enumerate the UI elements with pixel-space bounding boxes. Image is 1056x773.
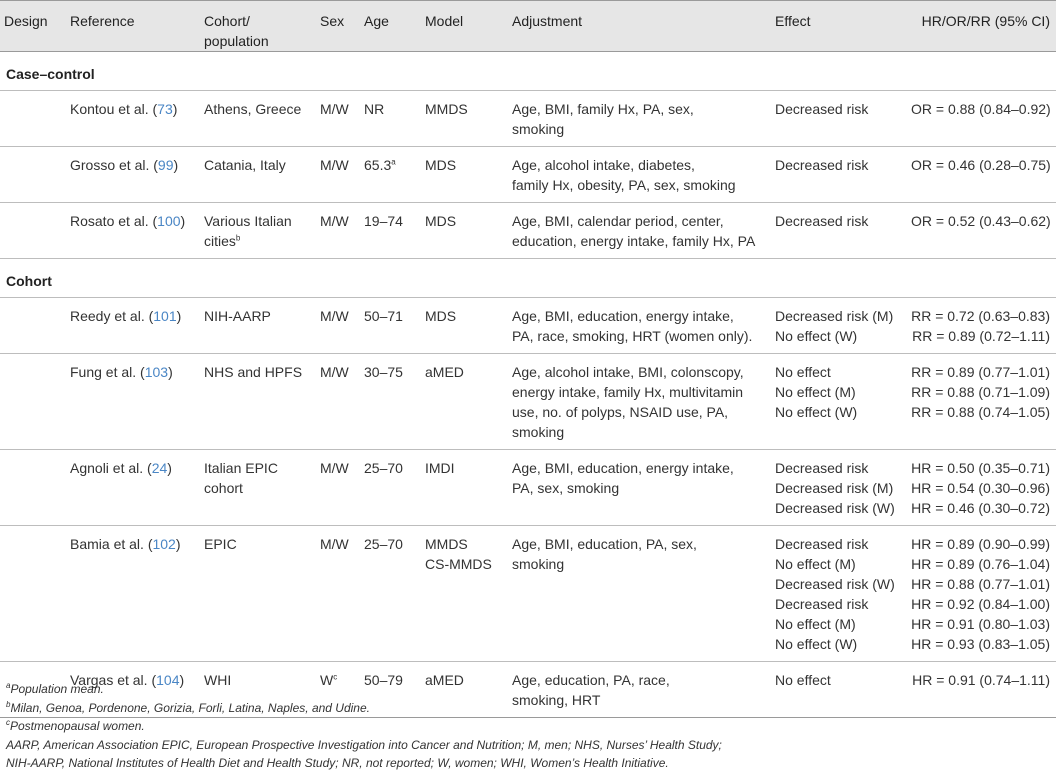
effect-line: Decreased risk xyxy=(775,101,869,117)
reference-name: Reedy et al. ( xyxy=(70,308,154,324)
effect-line: Decreased risk (M) xyxy=(775,308,894,324)
effect-cell xyxy=(775,91,911,147)
sex-cell xyxy=(320,91,364,147)
ratio-line: HR = 0.46 (0.30–0.72) xyxy=(911,500,1050,516)
cohort-text: EPIC xyxy=(204,536,237,552)
ratio-line: OR = 0.88 (0.84–0.92) xyxy=(911,101,1051,117)
effect-cell xyxy=(775,662,911,718)
ratio-line: HR = 0.91 (0.80–1.03) xyxy=(911,616,1050,632)
model-line: aMED xyxy=(425,672,464,688)
footnote-text: Milan, Genoa, Pordenone, Gorizia, Forli, Latina, Naples, and Udine. xyxy=(10,700,370,715)
model-cell xyxy=(425,450,512,526)
age-text: 65.3 xyxy=(364,157,392,173)
cohort-text: NHS and HPFS xyxy=(204,364,303,380)
model-line: IMDI xyxy=(425,460,455,476)
reference-name: Agnoli et al. ( xyxy=(70,460,152,476)
design-cell xyxy=(0,147,70,203)
ratio-line: HR = 0.91 (0.74–1.11) xyxy=(912,672,1050,688)
ratio-line: HR = 0.88 (0.77–1.01) xyxy=(911,576,1050,592)
effect-cell xyxy=(775,526,911,662)
cohort-line xyxy=(204,211,320,231)
sex-cell xyxy=(320,203,364,259)
adjustment-line: Age, alcohol intake, BMI, colonscopy, xyxy=(512,364,744,380)
table-row xyxy=(0,298,1056,354)
adjustment-cell xyxy=(512,91,775,147)
ratio-line: RR = 0.89 (0.77–1.01) xyxy=(911,364,1050,380)
design-cell xyxy=(0,526,70,662)
reference-link[interactable]: 73 xyxy=(157,101,173,117)
footnote xyxy=(6,717,722,736)
model-line: MDS xyxy=(425,308,457,324)
cohort-text: Italian EPIC xyxy=(204,460,278,476)
header-design: Design xyxy=(0,1,70,52)
sex-text: M/W xyxy=(320,101,349,117)
reference-close: ) xyxy=(175,536,181,552)
adjustment-line: Age, BMI, family Hx, PA, sex, xyxy=(512,101,694,117)
adjustment-line: Age, alcohol intake, diabetes, xyxy=(512,157,695,173)
adjustment-cell xyxy=(512,203,775,259)
footnote xyxy=(6,736,722,755)
cohort-cell xyxy=(204,91,320,147)
footnote-marker: b xyxy=(6,699,11,709)
effect-line: Decreased risk (W) xyxy=(775,576,895,592)
header-cohort-line1: Cohort/ xyxy=(204,13,250,29)
adjustment-line: energy intake, family Hx, multivitamin xyxy=(512,384,744,400)
age-cell xyxy=(364,354,425,450)
adjustment-cell xyxy=(512,298,775,354)
section-cohort-label: Cohort xyxy=(0,259,1056,298)
sex-text: M/W xyxy=(320,536,349,552)
section-case-control xyxy=(0,52,1056,91)
reference-close: ) xyxy=(172,101,178,117)
effect-cell xyxy=(775,354,911,450)
adjustment-line: Age, BMI, education, energy intake, xyxy=(512,460,734,476)
ratio-line: HR = 0.89 (0.90–0.99) xyxy=(911,536,1050,552)
footnote-marker: c xyxy=(333,672,338,682)
effect-line: Decreased risk xyxy=(775,536,869,552)
reference-cell xyxy=(70,203,204,259)
age-cell xyxy=(364,147,425,203)
adjustment-line: use, no. of polyps, NSAID use, PA, xyxy=(512,404,729,420)
reference-cell xyxy=(70,147,204,203)
cohort-text: WHI xyxy=(204,672,232,688)
ratio-cell xyxy=(911,147,1056,203)
design-cell xyxy=(0,91,70,147)
cohort-cell xyxy=(204,450,320,526)
age-text: 25–70 xyxy=(364,460,403,476)
effect-line: Decreased risk (M) xyxy=(775,480,894,496)
sex-text: M/W xyxy=(320,213,349,229)
cohort-cell xyxy=(204,298,320,354)
adjustment-line: Age, BMI, calendar period, center, xyxy=(512,213,724,229)
effect-line: Decreased risk xyxy=(775,213,869,229)
effect-line: No effect (W) xyxy=(775,404,858,420)
reference-name: Grosso et al. ( xyxy=(70,157,158,173)
cohort-cell xyxy=(204,203,320,259)
reference-close: ) xyxy=(180,213,186,229)
footnote xyxy=(6,680,722,699)
design-cell xyxy=(0,450,70,526)
effect-line: Decreased risk xyxy=(775,460,869,476)
cohort-cell xyxy=(204,526,320,662)
adjustment-line: Age, education, PA, race, xyxy=(512,672,670,688)
effect-line: No effect (M) xyxy=(775,556,856,572)
reference-cell xyxy=(70,450,204,526)
adjustment-line: PA, sex, smoking xyxy=(512,480,620,496)
model-cell xyxy=(425,203,512,259)
reference-cell xyxy=(70,526,204,662)
footnotes xyxy=(6,680,722,773)
ratio-line: RR = 0.88 (0.71–1.09) xyxy=(911,384,1050,400)
reference-name: Rosato et al. ( xyxy=(70,213,158,229)
effect-line: Decreased risk xyxy=(775,596,869,612)
reference-name: Bamia et al. ( xyxy=(70,536,153,552)
age-text: 19–74 xyxy=(364,213,403,229)
footnote-marker: a xyxy=(391,157,396,167)
cohort-cell xyxy=(204,147,320,203)
effect-cell xyxy=(775,147,911,203)
reference-cell xyxy=(70,91,204,147)
header-effect: Effect xyxy=(775,1,911,52)
cohort-line xyxy=(204,99,320,119)
cohort-line xyxy=(204,231,320,251)
reference-link[interactable]: 100 xyxy=(157,213,181,229)
header-age: Age xyxy=(364,1,425,52)
table-row xyxy=(0,526,1056,662)
header-cohort xyxy=(204,1,320,52)
adjustment-cell xyxy=(512,450,775,526)
cohort-line xyxy=(204,534,320,554)
header-model: Model xyxy=(425,1,512,52)
adjustment-line: smoking xyxy=(512,556,565,572)
ratio-line: HR = 0.54 (0.30–0.96) xyxy=(911,480,1050,496)
model-cell xyxy=(425,526,512,662)
cohort-text: NIH-AARP xyxy=(204,308,271,324)
reference-close: ) xyxy=(168,364,173,380)
reference-name: Fung et al. ( xyxy=(70,364,145,380)
age-text: 25–70 xyxy=(364,536,403,552)
section-case-control-label: Case–control xyxy=(0,52,1056,91)
sex-text: M/W xyxy=(320,157,349,173)
model-line: MMDS xyxy=(425,101,468,117)
effect-line: No effect (M) xyxy=(775,384,856,400)
age-cell xyxy=(364,91,425,147)
adjustment-line: smoking xyxy=(512,121,565,137)
cohort-cell xyxy=(204,354,320,450)
effect-cell xyxy=(775,450,911,526)
age-cell xyxy=(364,450,425,526)
sex-text: M/W xyxy=(320,308,349,324)
reference-link[interactable]: 24 xyxy=(151,460,168,476)
footnote-marker: b xyxy=(235,233,241,243)
reference-name: Vargas et al. ( xyxy=(70,672,157,688)
ratio-line: HR = 0.92 (0.84–1.00) xyxy=(911,596,1050,612)
ratio-cell xyxy=(911,526,1056,662)
age-cell xyxy=(364,203,425,259)
age-cell xyxy=(364,526,425,662)
cohort-text: cities xyxy=(204,233,236,249)
adjustment-line: Age, BMI, education, energy intake, xyxy=(512,308,734,324)
table-row xyxy=(0,203,1056,259)
effect-line: Decreased risk (W) xyxy=(775,500,895,516)
ratio-line: RR = 0.72 (0.63–0.83) xyxy=(911,308,1050,324)
sex-cell xyxy=(320,354,364,450)
model-cell xyxy=(425,354,512,450)
model-cell xyxy=(425,91,512,147)
age-cell xyxy=(364,298,425,354)
sex-cell xyxy=(320,450,364,526)
reference-link[interactable]: 102 xyxy=(152,536,176,552)
ratio-cell xyxy=(911,91,1056,147)
footnote-text: Population mean. xyxy=(10,682,104,696)
design-cell xyxy=(0,298,70,354)
sex-text: M/W xyxy=(320,460,349,476)
cohort-line xyxy=(204,362,320,382)
ratio-cell xyxy=(911,450,1056,526)
effect-line: No effect (M) xyxy=(775,616,856,632)
adjustment-line: smoking xyxy=(512,424,565,440)
ratio-line: RR = 0.89 (0.72–1.11) xyxy=(912,328,1050,344)
cohort-line xyxy=(204,155,320,175)
reference-link[interactable]: 99 xyxy=(157,157,174,173)
adjustment-line: PA, race, smoking, HRT (women only). xyxy=(512,328,753,344)
cohort-line xyxy=(204,458,320,478)
footnote-marker: c xyxy=(6,718,10,727)
footnote-text: AARP, American Association EPIC, European Prospective Investigation into Cancer and Nutrition; M, men; NHS, Nurses’ Health Study; xyxy=(6,737,722,752)
effect-line: No effect xyxy=(775,364,831,380)
model-line: MDS xyxy=(425,213,457,229)
effect-cell xyxy=(775,298,911,354)
ratio-line: HR = 0.93 (0.83–1.05) xyxy=(911,636,1050,652)
reference-link[interactable]: 104 xyxy=(156,672,180,688)
header-ratio: HR/OR/RR (95% CI) xyxy=(911,1,1056,52)
footnote-text: Postmenopausal women. xyxy=(10,719,145,733)
header-sex: Sex xyxy=(320,1,364,52)
effect-line: No effect (W) xyxy=(775,636,858,652)
table-header-row xyxy=(0,1,1056,52)
adjustment-line: smoking, HRT xyxy=(512,692,601,708)
ratio-line: OR = 0.46 (0.28–0.75) xyxy=(911,157,1051,173)
ratio-line: HR = 0.89 (0.76–1.04) xyxy=(911,556,1050,572)
cohort-text: Various Italian xyxy=(204,213,292,229)
model-line: CS-MMDS xyxy=(425,556,492,572)
reference-cell xyxy=(70,298,204,354)
sex-cell xyxy=(320,147,364,203)
footnote xyxy=(6,699,722,718)
header-adjustment: Adjustment xyxy=(512,1,775,52)
effect-cell xyxy=(775,203,911,259)
ratio-cell xyxy=(911,354,1056,450)
table-row xyxy=(0,450,1056,526)
ratio-line: HR = 0.50 (0.35–0.71) xyxy=(911,460,1050,476)
sex-text: W xyxy=(320,672,334,688)
ratio-cell xyxy=(911,662,1056,718)
age-text: 30–75 xyxy=(364,364,403,380)
reference-name: Kontou et al. ( xyxy=(70,101,158,117)
adjustment-cell xyxy=(512,147,775,203)
model-cell xyxy=(425,147,512,203)
adjustment-line: family Hx, obesity, PA, sex, smoking xyxy=(512,177,736,193)
age-text: 50–79 xyxy=(364,672,403,688)
design-cell xyxy=(0,203,70,259)
reference-close: ) xyxy=(167,460,172,476)
sex-cell xyxy=(320,298,364,354)
age-text: NR xyxy=(364,101,385,117)
footnote-text: NIH-AARP, National Institutes of Health Diet and Health Study; NR, not reported; W, women; WHI, Women’s Health Initiative. xyxy=(6,756,669,770)
cohort-line xyxy=(204,306,320,326)
table-body xyxy=(0,52,1056,718)
reference-link[interactable]: 103 xyxy=(144,364,169,380)
reference-link[interactable]: 101 xyxy=(153,308,177,324)
sex-text: M/W xyxy=(320,364,349,380)
age-text: 50–71 xyxy=(364,308,403,324)
header-cohort-line2: population xyxy=(204,33,269,49)
header-reference: Reference xyxy=(70,1,204,52)
model-line: MMDS xyxy=(425,536,468,552)
reference-close: ) xyxy=(176,308,182,324)
table-row xyxy=(0,147,1056,203)
model-line: MDS xyxy=(425,157,457,173)
cohort-text: Athens, Greece xyxy=(204,101,302,117)
adjustment-cell xyxy=(512,526,775,662)
ratio-line: RR = 0.88 (0.74–1.05) xyxy=(911,404,1050,420)
reference-close: ) xyxy=(173,157,179,173)
footnote xyxy=(6,754,722,773)
footnote-marker: a xyxy=(6,681,11,690)
reference-close: ) xyxy=(179,672,185,688)
adjustment-cell xyxy=(512,354,775,450)
ratio-cell xyxy=(911,203,1056,259)
model-line: aMED xyxy=(425,364,464,380)
cohort-text: cohort xyxy=(204,480,243,496)
cohort-line xyxy=(204,478,320,498)
adjustment-line: education, energy intake, family Hx, PA xyxy=(512,233,756,249)
section-cohort xyxy=(0,259,1056,298)
table-row xyxy=(0,354,1056,450)
ratio-cell xyxy=(911,298,1056,354)
cohort-text: Catania, Italy xyxy=(204,157,286,173)
model-cell xyxy=(425,298,512,354)
table-row xyxy=(0,91,1056,147)
effect-line: No effect xyxy=(775,672,831,688)
effect-line: No effect (W) xyxy=(775,328,858,344)
ratio-line: OR = 0.52 (0.43–0.62) xyxy=(911,213,1051,229)
adjustment-line: Age, BMI, education, PA, sex, xyxy=(512,536,697,552)
effect-line: Decreased risk xyxy=(775,157,869,173)
sex-cell xyxy=(320,526,364,662)
design-cell xyxy=(0,354,70,450)
reference-cell xyxy=(70,354,204,450)
